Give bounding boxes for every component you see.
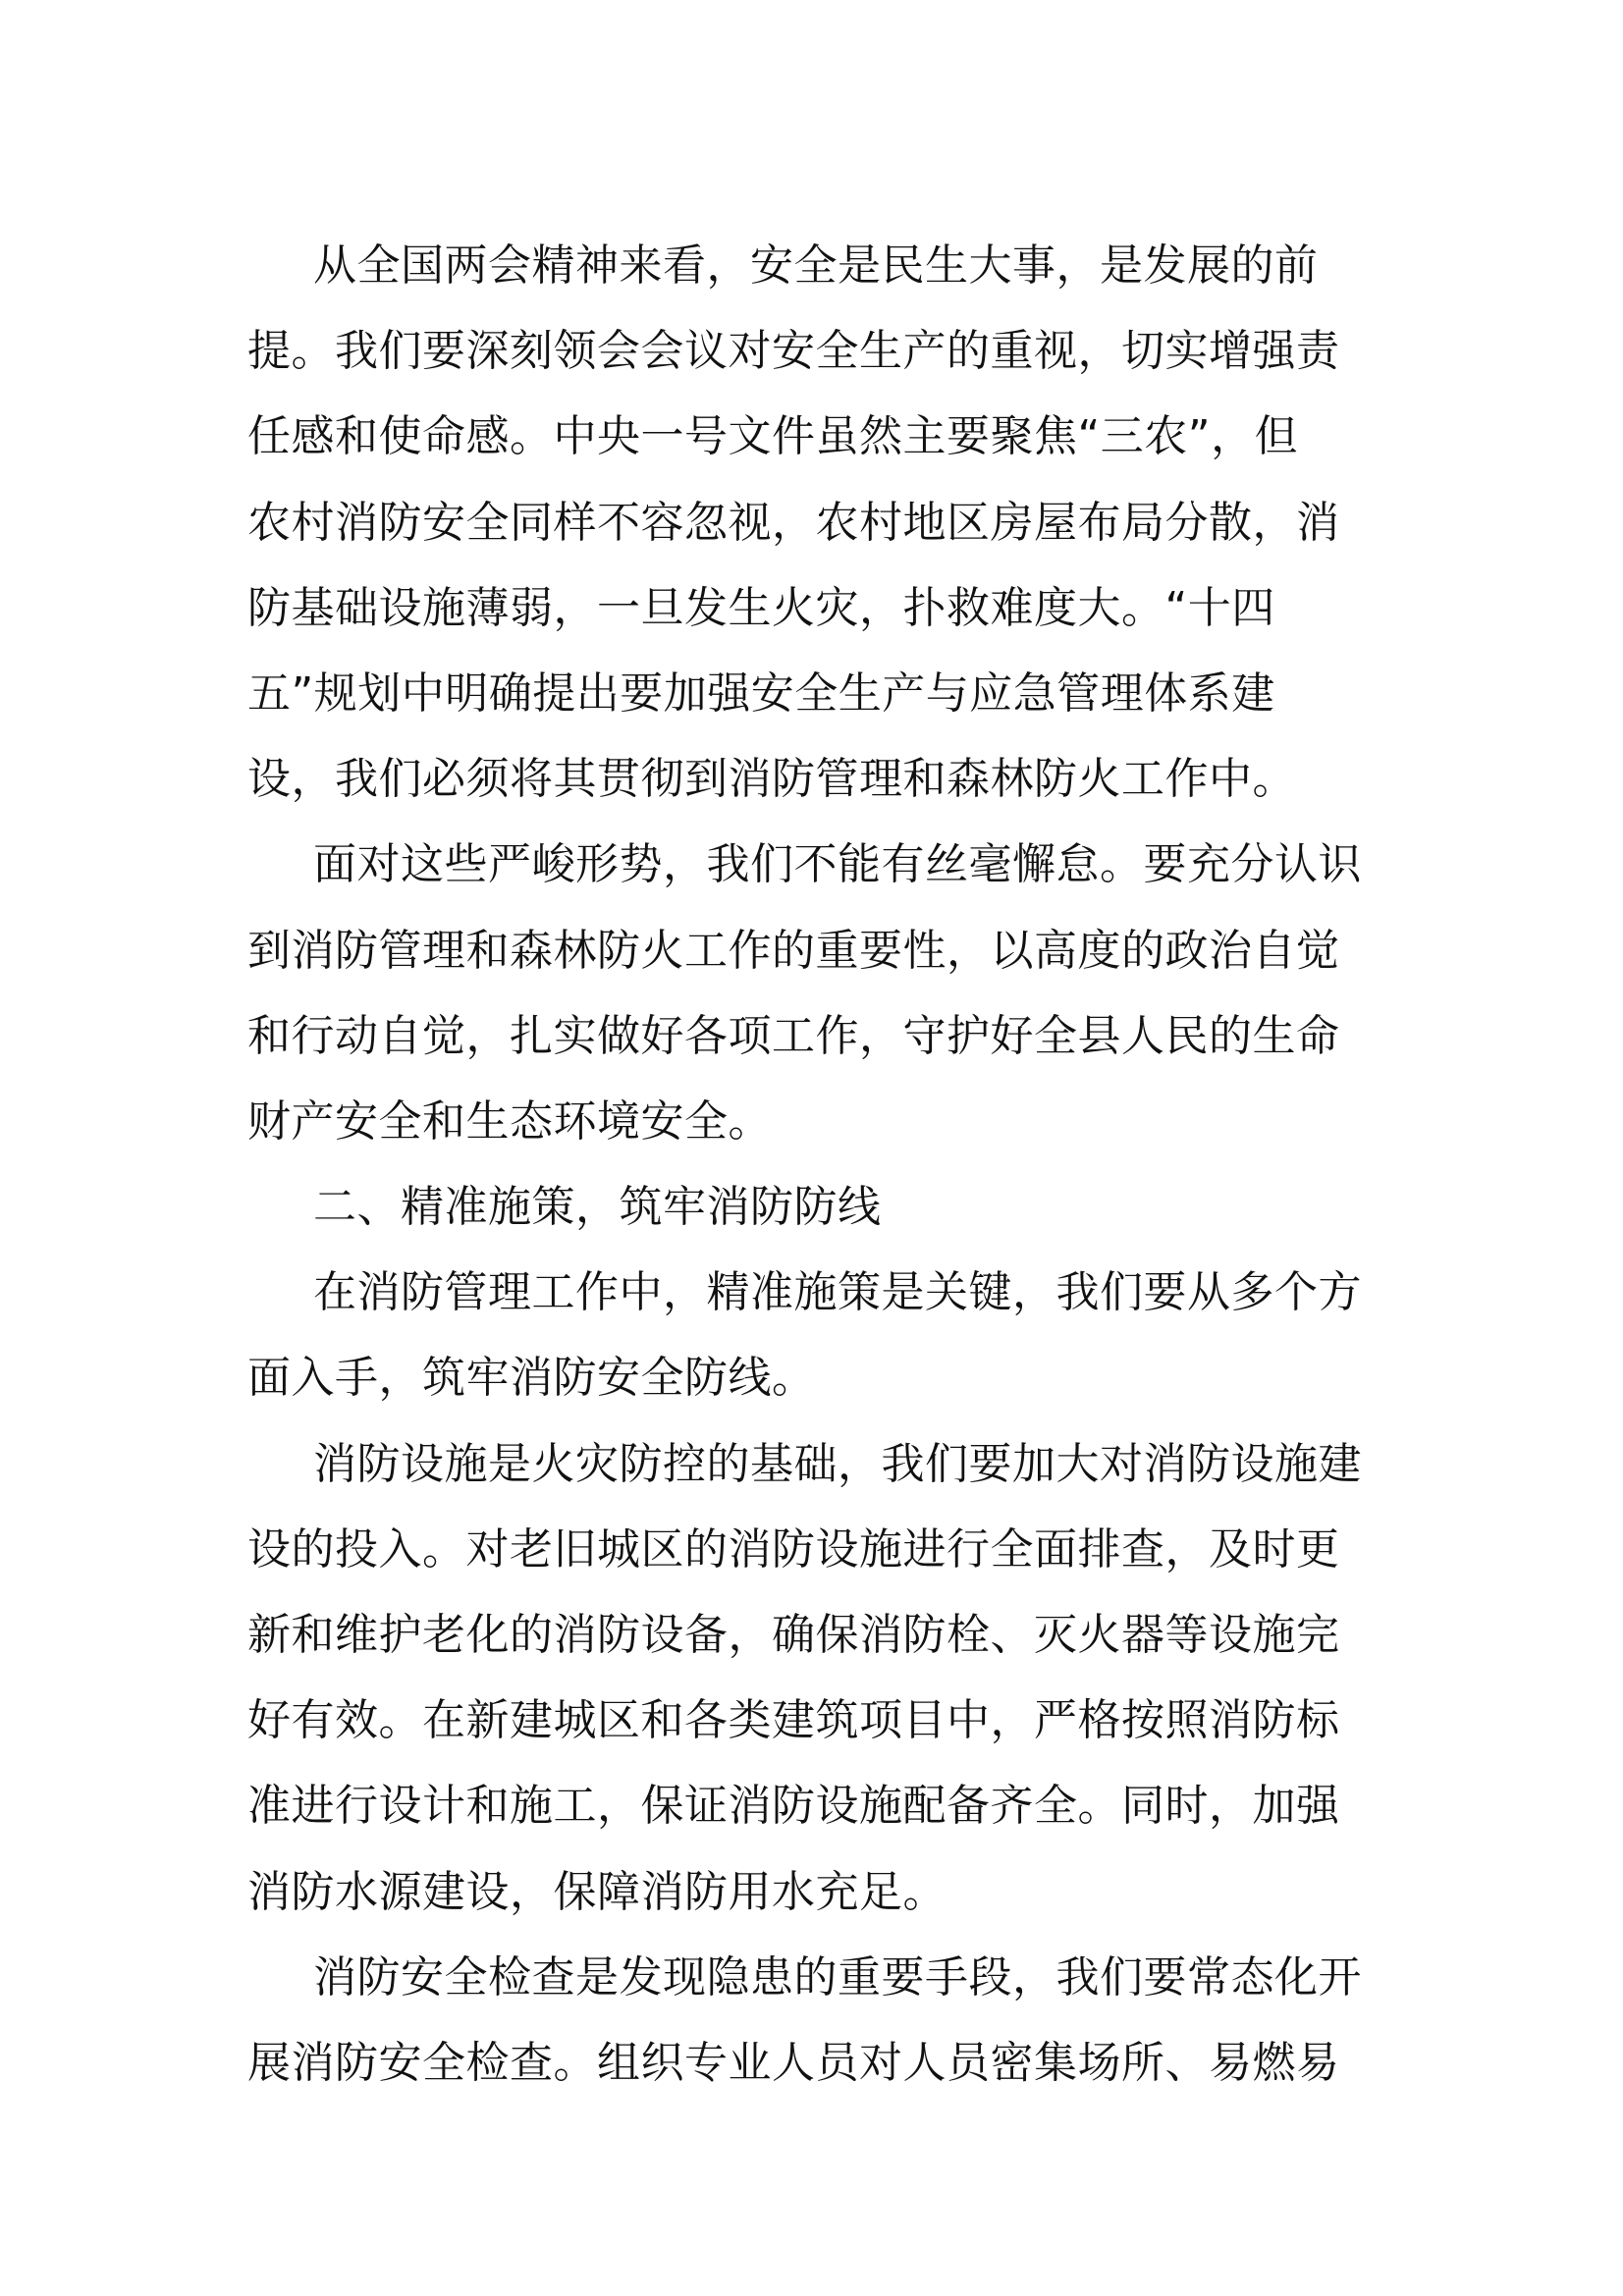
paragraph	[247, 1935, 1386, 2106]
text-line: 财产安全和生态环境安全。	[247, 1095, 772, 1147]
text-line: 到消防管理和森林防火工作的重要性，以高度的政治自觉	[247, 925, 1340, 976]
text-line: 设的投入。对老旧城区的消防设施进行全面排查，及时更	[247, 1523, 1340, 1575]
paragraph	[247, 1421, 1386, 1935]
text-line: 面入手，筑牢消防安全防线。	[247, 1353, 816, 1404]
text-line: 展消防安全检查。组织专业人员对人员密集场所、易燃易	[247, 2037, 1340, 2088]
text-line: 消防安全检查是发现隐患的重要手段，我们要常态化开	[313, 1951, 1362, 2002]
text-line: 准进行设计和施工，保证消防设施配备齐全。同时，加强	[247, 1781, 1340, 1832]
text-line: 在消防管理工作中，精准施策是关键，我们要从多个方	[313, 1267, 1362, 1318]
text-line: 农村消防安全同样不容忽视，农村地区房屋布局分散，消	[247, 497, 1340, 548]
text-line: 五”规划中明确提出要加强安全生产与应急管理体系建	[247, 667, 1275, 719]
paragraph	[247, 1250, 1386, 1420]
text-line: 好有效。在新建城区和各类建筑项目中，严格按照消防标	[247, 1695, 1340, 1746]
text-line: 新和维护老化的消防设备，确保消防栓、灭火器等设施完	[247, 1610, 1340, 1660]
heading-line: 二、精准施策，筑牢消防防线	[313, 1182, 882, 1233]
text-line: 任感和使命感。中央一号文件虽然主要聚焦“三农”，但	[247, 411, 1299, 462]
text-line: 面对这些严峻形势，我们不能有丝毫懈怠。要充分认识	[313, 839, 1362, 890]
document-body	[247, 223, 1386, 2106]
paragraph	[247, 223, 1386, 822]
text-line: 防基础设施薄弱，一旦发生火灾，扑救难度大。“十四	[247, 582, 1275, 633]
paragraph	[247, 822, 1386, 1164]
text-line: 设，我们必须将其贯彻到消防管理和森林防火工作中。	[247, 754, 1296, 805]
section-heading	[247, 1164, 1386, 1250]
text-line: 消防水源建设，保障消防用水充足。	[247, 1866, 947, 1917]
text-line: 和行动自觉，扎实做好各项工作，守护好全县人民的生命	[247, 1010, 1340, 1061]
text-line: 提。我们要深刻领会会议对安全生产的重视，切实增强责	[247, 326, 1340, 377]
text-line: 消防设施是火灾防控的基础，我们要加大对消防设施建	[313, 1438, 1362, 1489]
text-line: 从全国两会精神来看，安全是民生大事，是发展的前	[313, 240, 1319, 291]
